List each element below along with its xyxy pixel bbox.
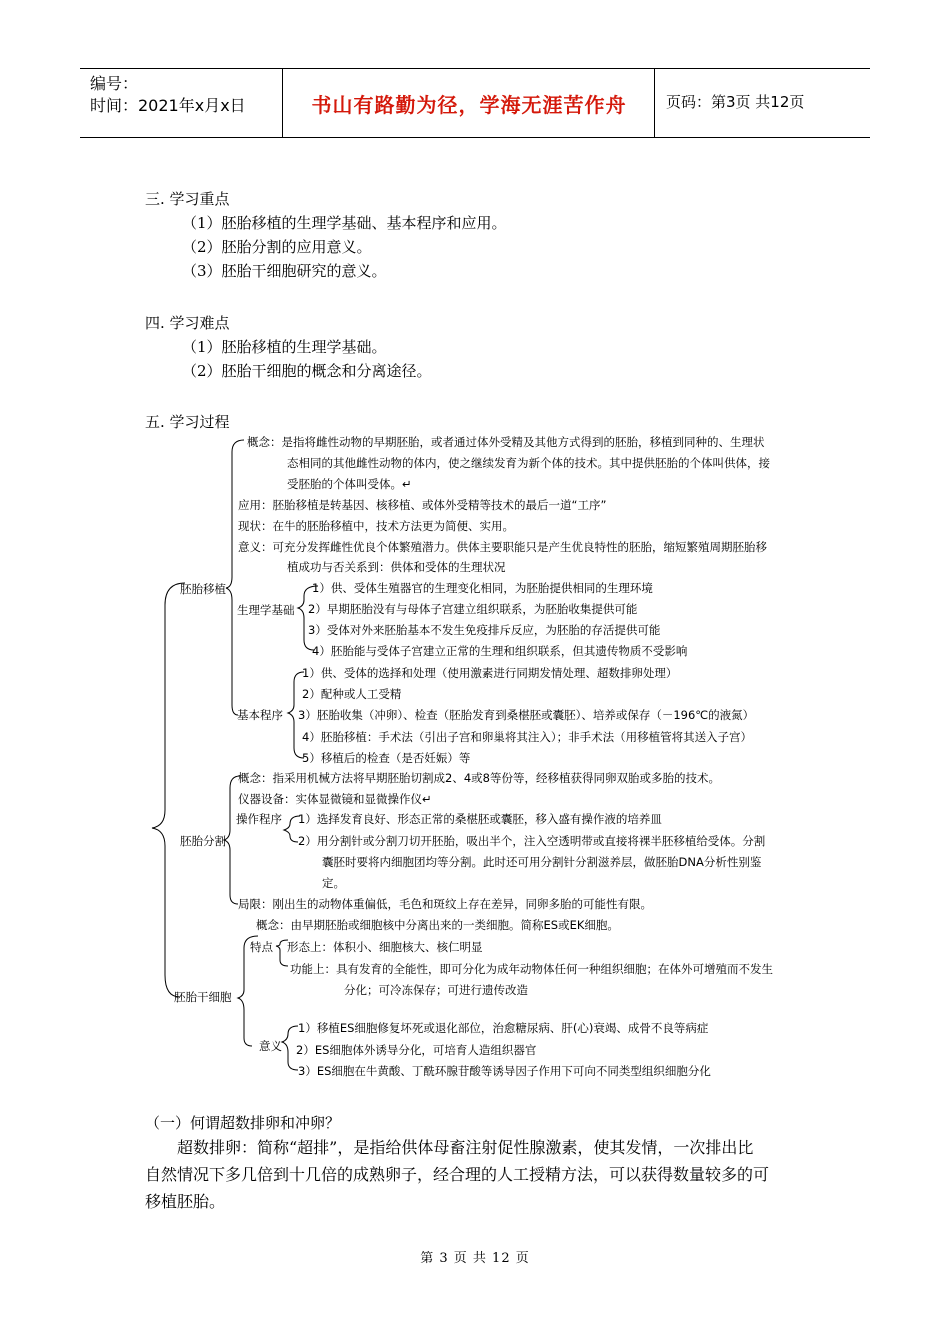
header-page-number: 页码：第3页 共12页 [666, 93, 805, 111]
transfer-concept: 态相同的其他雌性动物的体内，使之继续发育为新个体的技术。其中提供胚胎的个体叫供体，接 [287, 456, 770, 470]
header-motto: 书山有路勤为径，学海无涯苦作舟 [311, 93, 627, 117]
stem-morphology: 形态上：体积小、细胞核大、核仁明显 [287, 940, 483, 954]
splitting-equipment: 仪器设备：实体显微镜和显微操作仪↵ [238, 792, 432, 806]
transfer-significance: 意义：可充分发挥雌性优良个体繁殖潜力。供体主要职能只是产生优良特性的胚胎，缩短繁殖周期胚胎移 [238, 540, 767, 554]
answer-paragraph [145, 1134, 810, 1215]
splitting-limitation: 局限：刚出生的动物体重偏低，毛色和斑纹上存在差异，同卵多胎的可能性有限。 [238, 897, 652, 911]
node-embryo-transfer: 胚胎移植 [180, 582, 226, 596]
section-5-title: 五. 学习过程 [145, 413, 230, 431]
node-features: 特点 [250, 940, 273, 954]
list-item: （1）胚胎移植的生理学基础。 [182, 338, 387, 356]
list-item: 4）胚胎移植：手术法（引出子宫和卵巢将其注入）；非手术法（用移植管将其送入子宫） [302, 730, 753, 744]
section-title: 四. 学习难点 [145, 314, 230, 332]
list-item: 定。 [322, 876, 345, 890]
stem-function: 分化；可冷冻保存；可进行遗传改造 [344, 983, 528, 997]
list-item: 2）早期胚胎没有与母体子宫建立组织联系，为胚胎收集提供可能 [308, 602, 638, 616]
list-item: 1）选择发育良好、形态正常的桑椹胚或囊胚，移入盛有操作液的培养皿 [298, 812, 662, 826]
header-number-label: 编号： [90, 74, 139, 93]
list-item: （2）胚胎干细胞的概念和分离途径。 [182, 362, 432, 380]
header-date: 时间：2021年x月x日 [90, 96, 246, 115]
answer-line: 超数排卵：简称“超排”，是指给供体母畜注射促性腺激素，使其发情，一次排出比 [177, 1138, 754, 1157]
node-physiology-basis: 生理学基础 [237, 603, 295, 617]
stem-concept: 概念：由早期胚胎或细胞核中分离出来的一类细胞。简称ES或EK细胞。 [256, 918, 619, 932]
node-significance: 意义 [259, 1039, 282, 1053]
list-item: （2）胚胎分割的应用意义。 [182, 238, 372, 256]
node-embryonic-stem-cell: 胚胎干细胞 [174, 990, 232, 1004]
list-item: 3）胚胎收集（冲卵）、检查（胚胎发育到桑椹胚或囊胚）、培养或保存（－196℃的液氮） [298, 708, 755, 722]
list-item: 1）移植ES细胞修复坏死或退化部位，治愈糖尿病、肝(心)衰竭、成骨不良等病症 [298, 1021, 709, 1035]
list-item: 1）供、受体的选择和处理（使用激素进行同期发情处理、超数排卵处理） [302, 666, 678, 680]
list-item: 2）用分割针或分割刀切开胚胎，吸出半个，注入空透明带或直接将裸半胚移植给受体。分割 [298, 834, 766, 848]
node-embryo-splitting: 胚胎分割 [180, 834, 226, 848]
question-heading: （一）何谓超数排卵和冲卵？ [145, 1114, 341, 1132]
list-item: （3）胚胎干细胞研究的意义。 [182, 262, 387, 280]
node-basic-procedure: 基本程序 [237, 708, 283, 722]
list-item: 3）ES细胞在牛黄酸、丁酰环腺苷酸等诱导因子作用下可向不同类型组织细胞分化 [298, 1064, 711, 1078]
list-item: 3）受体对外来胚胎基本不发生免疫排斥反应，为胚胎的存活提供可能 [308, 623, 661, 637]
transfer-significance: 植成功与否关系到：供体和受体的生理状况 [287, 560, 506, 574]
list-item: 2）配种或人工受精 [302, 687, 402, 701]
page-footer: 第 3 页 共 12 页 [420, 1251, 530, 1266]
transfer-concept: 受胚胎的个体叫受体。↵ [287, 477, 412, 491]
transfer-concept: 概念：是指将雌性动物的早期胚胎，或者通过体外受精及其他方式得到的胚胎，移植到同种的、生理状 [247, 435, 765, 449]
list-item: 5）移植后的检查（是否妊娠）等 [302, 751, 471, 765]
list-item: 囊胚时要将内细胞团均等分割。此时还可用分割针分割滋养层，做胚胎DNA分析性别鉴 [322, 855, 762, 869]
list-item: 2）ES细胞体外诱导分化，可培育人造组织器官 [296, 1043, 537, 1057]
section-title: 三. 学习重点 [145, 190, 230, 208]
stem-function: 功能上：具有发育的全能性，即可分化为成年动物体任何一种组织细胞；在体外可增殖而不发生 [290, 962, 773, 976]
list-item: 4）胚胎能与受体子宫建立正常的生理和组织联系，但其遗传物质不受影响 [312, 644, 688, 658]
node-operation: 操作程序 [236, 812, 282, 826]
list-item: 1）供、受体生殖器官的生理变化相同，为胚胎提供相同的生理环境 [312, 581, 653, 595]
answer-line: 自然情况下多几倍到十几倍的成熟卵子，经合理的人工授精方法，可以获得数量较多的可 [145, 1165, 770, 1184]
answer-line: 移植胚胎。 [145, 1192, 226, 1211]
list-item: （1）胚胎移植的生理学基础、基本程序和应用。 [182, 214, 507, 232]
transfer-application: 应用：胚胎移植是转基因、核移植、或体外受精等技术的最后一道“工序” [238, 498, 607, 512]
splitting-concept: 概念：指采用机械方法将早期胚胎切割成2、4或8等份等，经移植获得同卵双胎或多胎的技术。 [238, 771, 720, 785]
transfer-status: 现状：在牛的胚胎移植中，技术方法更为简便、实用。 [238, 519, 514, 533]
